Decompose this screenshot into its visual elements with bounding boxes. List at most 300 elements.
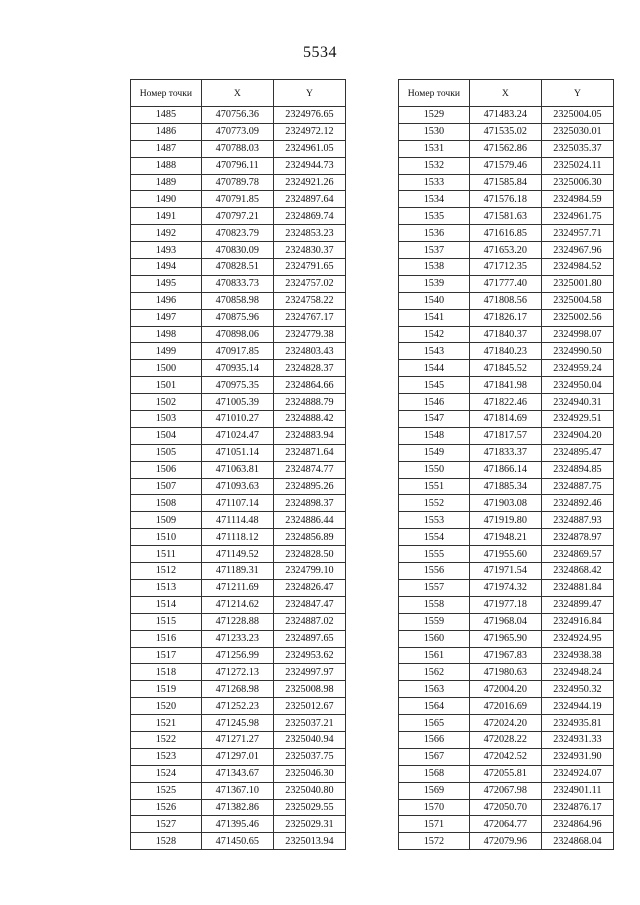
table-row: [131, 799, 346, 816]
y-coordinate-cell: 2324892.46: [541, 495, 613, 512]
table-row: [131, 613, 346, 630]
point-number-cell: 1510: [131, 529, 202, 546]
y-coordinate-cell: 2325008.98: [273, 681, 345, 698]
y-coordinate-cell: 2324897.65: [273, 630, 345, 647]
y-coordinate-cell: 2324757.02: [273, 275, 345, 292]
point-number-cell: 1535: [399, 208, 470, 225]
x-coordinate-cell: 470898.06: [201, 326, 273, 343]
x-coordinate-cell: 470789.78: [201, 174, 273, 191]
table-row: [399, 107, 614, 124]
point-number-cell: 1499: [131, 343, 202, 360]
point-number-cell: 1559: [399, 613, 470, 630]
table-row: [131, 816, 346, 833]
table-row: [131, 157, 346, 174]
x-coordinate-cell: 471576.18: [469, 191, 541, 208]
header-point-number: Номер точки: [131, 80, 202, 107]
x-coordinate-cell: 471252.23: [201, 698, 273, 715]
y-coordinate-cell: 2325040.94: [273, 731, 345, 748]
x-coordinate-cell: 471228.88: [201, 613, 273, 630]
point-number-cell: 1561: [399, 647, 470, 664]
point-number-cell: 1520: [131, 698, 202, 715]
y-coordinate-cell: 2324828.37: [273, 360, 345, 377]
x-coordinate-cell: 470823.79: [201, 225, 273, 242]
x-coordinate-cell: 471616.85: [469, 225, 541, 242]
y-coordinate-cell: 2324856.89: [273, 529, 345, 546]
x-coordinate-cell: 471483.24: [469, 107, 541, 124]
table-row: [399, 427, 614, 444]
x-coordinate-cell: 470858.98: [201, 292, 273, 309]
x-coordinate-cell: 471189.31: [201, 563, 273, 580]
point-number-cell: 1543: [399, 343, 470, 360]
table-row: [131, 664, 346, 681]
point-number-cell: 1505: [131, 444, 202, 461]
table-row: [131, 596, 346, 613]
point-number-cell: 1504: [131, 427, 202, 444]
y-coordinate-cell: 2324916.84: [541, 613, 613, 630]
x-coordinate-cell: 471822.46: [469, 394, 541, 411]
x-coordinate-cell: 471965.90: [469, 630, 541, 647]
x-coordinate-cell: 471211.69: [201, 579, 273, 596]
table-row: [131, 140, 346, 157]
y-coordinate-cell: 2325037.75: [273, 748, 345, 765]
table-row: [131, 208, 346, 225]
table-row: [131, 765, 346, 782]
y-coordinate-cell: 2325013.94: [273, 833, 345, 850]
y-coordinate-cell: 2324888.79: [273, 394, 345, 411]
y-coordinate-cell: 2324938.38: [541, 647, 613, 664]
point-number-cell: 1485: [131, 107, 202, 124]
x-coordinate-cell: 471450.65: [201, 833, 273, 850]
y-coordinate-cell: 2324869.74: [273, 208, 345, 225]
table-row: [399, 731, 614, 748]
point-number-cell: 1529: [399, 107, 470, 124]
y-coordinate-cell: 2324895.26: [273, 478, 345, 495]
point-number-cell: 1527: [131, 816, 202, 833]
table-row: [131, 275, 346, 292]
x-coordinate-cell: 471955.60: [469, 546, 541, 563]
x-coordinate-cell: 470791.85: [201, 191, 273, 208]
point-number-cell: 1495: [131, 275, 202, 292]
y-coordinate-cell: 2324950.04: [541, 377, 613, 394]
y-coordinate-cell: 2325037.21: [273, 715, 345, 732]
y-coordinate-cell: 2325002.56: [541, 309, 613, 326]
table-row: [399, 563, 614, 580]
table-row: [131, 377, 346, 394]
x-coordinate-cell: 472064.77: [469, 816, 541, 833]
point-number-cell: 1523: [131, 748, 202, 765]
point-number-cell: 1526: [131, 799, 202, 816]
table-row: [131, 107, 346, 124]
point-number-cell: 1496: [131, 292, 202, 309]
y-coordinate-cell: 2324899.47: [541, 596, 613, 613]
y-coordinate-cell: 2324883.94: [273, 427, 345, 444]
table-row: [399, 833, 614, 850]
x-coordinate-cell: 471841.98: [469, 377, 541, 394]
y-coordinate-cell: 2324957.71: [541, 225, 613, 242]
header-x: X: [469, 80, 541, 107]
x-coordinate-cell: 471343.67: [201, 765, 273, 782]
point-number-cell: 1506: [131, 461, 202, 478]
y-coordinate-cell: 2325001.80: [541, 275, 613, 292]
table-row: [399, 259, 614, 276]
table-row: [131, 360, 346, 377]
y-coordinate-cell: 2324972.12: [273, 123, 345, 140]
y-coordinate-cell: 2324895.47: [541, 444, 613, 461]
x-coordinate-cell: 471653.20: [469, 242, 541, 259]
table-row: [131, 174, 346, 191]
x-coordinate-cell: 471297.01: [201, 748, 273, 765]
y-coordinate-cell: 2324874.77: [273, 461, 345, 478]
header-y: Y: [541, 80, 613, 107]
table-row: [131, 123, 346, 140]
x-coordinate-cell: 471581.63: [469, 208, 541, 225]
table-row: [131, 731, 346, 748]
table-row: [399, 715, 614, 732]
y-coordinate-cell: 2324904.20: [541, 427, 613, 444]
y-coordinate-cell: 2324944.73: [273, 157, 345, 174]
y-coordinate-cell: 2324887.93: [541, 512, 613, 529]
point-number-cell: 1560: [399, 630, 470, 647]
point-number-cell: 1537: [399, 242, 470, 259]
x-coordinate-cell: 471063.81: [201, 461, 273, 478]
table-row: [131, 411, 346, 428]
table-row: [399, 698, 614, 715]
x-coordinate-cell: 471245.98: [201, 715, 273, 732]
x-coordinate-cell: 470917.85: [201, 343, 273, 360]
point-number-cell: 1566: [399, 731, 470, 748]
point-number-cell: 1490: [131, 191, 202, 208]
point-number-cell: 1551: [399, 478, 470, 495]
x-coordinate-cell: 471005.39: [201, 394, 273, 411]
table-row: [399, 478, 614, 495]
y-coordinate-cell: 2324948.24: [541, 664, 613, 681]
point-number-cell: 1489: [131, 174, 202, 191]
y-coordinate-cell: 2324898.37: [273, 495, 345, 512]
y-coordinate-cell: 2324944.19: [541, 698, 613, 715]
x-coordinate-cell: 471808.56: [469, 292, 541, 309]
table-row: [399, 596, 614, 613]
x-coordinate-cell: 471395.46: [201, 816, 273, 833]
y-coordinate-cell: 2324897.64: [273, 191, 345, 208]
point-number-cell: 1500: [131, 360, 202, 377]
point-number-cell: 1553: [399, 512, 470, 529]
y-coordinate-cell: 2324830.37: [273, 242, 345, 259]
point-number-cell: 1488: [131, 157, 202, 174]
point-number-cell: 1571: [399, 816, 470, 833]
coordinates-table-left: [130, 79, 346, 850]
y-coordinate-cell: 2324886.44: [273, 512, 345, 529]
x-coordinate-cell: 471948.21: [469, 529, 541, 546]
x-coordinate-cell: 472050.70: [469, 799, 541, 816]
x-coordinate-cell: 471268.98: [201, 681, 273, 698]
x-coordinate-cell: 472016.69: [469, 698, 541, 715]
y-coordinate-cell: 2324791.65: [273, 259, 345, 276]
x-coordinate-cell: 472079.96: [469, 833, 541, 850]
table-row: [399, 377, 614, 394]
point-number-cell: 1509: [131, 512, 202, 529]
point-number-cell: 1555: [399, 546, 470, 563]
point-number-cell: 1545: [399, 377, 470, 394]
table-row: [399, 191, 614, 208]
x-coordinate-cell: 471840.23: [469, 343, 541, 360]
y-coordinate-cell: 2324868.04: [541, 833, 613, 850]
x-coordinate-cell: 471367.10: [201, 782, 273, 799]
point-number-cell: 1507: [131, 478, 202, 495]
header-point-number: Номер точки: [399, 80, 470, 107]
x-coordinate-cell: 471885.34: [469, 478, 541, 495]
x-coordinate-cell: 471977.18: [469, 596, 541, 613]
y-coordinate-cell: 2325035.37: [541, 140, 613, 157]
table-row: [399, 664, 614, 681]
y-coordinate-cell: 2324888.42: [273, 411, 345, 428]
y-coordinate-cell: 2324997.97: [273, 664, 345, 681]
table-header-row: [399, 80, 614, 107]
y-coordinate-cell: 2324931.33: [541, 731, 613, 748]
table-row: [399, 140, 614, 157]
x-coordinate-cell: 471093.63: [201, 478, 273, 495]
point-number-cell: 1546: [399, 394, 470, 411]
point-number-cell: 1494: [131, 259, 202, 276]
point-number-cell: 1501: [131, 377, 202, 394]
x-coordinate-cell: 471919.80: [469, 512, 541, 529]
point-number-cell: 1556: [399, 563, 470, 580]
point-number-cell: 1491: [131, 208, 202, 225]
x-coordinate-cell: 470796.11: [201, 157, 273, 174]
x-coordinate-cell: 471024.47: [201, 427, 273, 444]
y-coordinate-cell: 2324868.42: [541, 563, 613, 580]
point-number-cell: 1502: [131, 394, 202, 411]
x-coordinate-cell: 471051.14: [201, 444, 273, 461]
x-coordinate-cell: 470756.36: [201, 107, 273, 124]
point-number-cell: 1528: [131, 833, 202, 850]
table-row: [131, 563, 346, 580]
x-coordinate-cell: 471826.17: [469, 309, 541, 326]
table-row: [131, 191, 346, 208]
table-row: [399, 546, 614, 563]
table-row: [131, 698, 346, 715]
table-row: [399, 782, 614, 799]
y-coordinate-cell: 2324984.52: [541, 259, 613, 276]
y-coordinate-cell: 2324990.50: [541, 343, 613, 360]
point-number-cell: 1572: [399, 833, 470, 850]
point-number-cell: 1547: [399, 411, 470, 428]
point-number-cell: 1492: [131, 225, 202, 242]
point-number-cell: 1544: [399, 360, 470, 377]
point-number-cell: 1570: [399, 799, 470, 816]
y-coordinate-cell: 2324967.96: [541, 242, 613, 259]
y-coordinate-cell: 2324869.57: [541, 546, 613, 563]
y-coordinate-cell: 2324828.50: [273, 546, 345, 563]
x-coordinate-cell: 471149.52: [201, 546, 273, 563]
point-number-cell: 1514: [131, 596, 202, 613]
point-number-cell: 1515: [131, 613, 202, 630]
point-number-cell: 1522: [131, 731, 202, 748]
point-number-cell: 1562: [399, 664, 470, 681]
y-coordinate-cell: 2324878.97: [541, 529, 613, 546]
point-number-cell: 1493: [131, 242, 202, 259]
y-coordinate-cell: 2324950.32: [541, 681, 613, 698]
table-row: [399, 444, 614, 461]
table-row: [399, 157, 614, 174]
y-coordinate-cell: 2324864.66: [273, 377, 345, 394]
y-coordinate-cell: 2325046.30: [273, 765, 345, 782]
point-number-cell: 1552: [399, 495, 470, 512]
x-coordinate-cell: 471866.14: [469, 461, 541, 478]
table-row: [131, 292, 346, 309]
y-coordinate-cell: 2324935.81: [541, 715, 613, 732]
table-row: [131, 647, 346, 664]
table-row: [131, 630, 346, 647]
point-number-cell: 1541: [399, 309, 470, 326]
table-row: [399, 326, 614, 343]
x-coordinate-cell: 471814.69: [469, 411, 541, 428]
point-number-cell: 1542: [399, 326, 470, 343]
x-coordinate-cell: 471118.12: [201, 529, 273, 546]
x-coordinate-cell: 471833.37: [469, 444, 541, 461]
table-row: [399, 613, 614, 630]
table-row: [399, 208, 614, 225]
y-coordinate-cell: 2324924.07: [541, 765, 613, 782]
y-coordinate-cell: 2324976.65: [273, 107, 345, 124]
table-row: [131, 427, 346, 444]
table-row: [399, 681, 614, 698]
y-coordinate-cell: 2324847.47: [273, 596, 345, 613]
x-coordinate-cell: 472055.81: [469, 765, 541, 782]
x-coordinate-cell: 471010.27: [201, 411, 273, 428]
x-coordinate-cell: 471272.13: [201, 664, 273, 681]
point-number-cell: 1550: [399, 461, 470, 478]
y-coordinate-cell: 2325024.11: [541, 157, 613, 174]
table-row: [131, 512, 346, 529]
table-row: [399, 394, 614, 411]
x-coordinate-cell: 471968.04: [469, 613, 541, 630]
y-coordinate-cell: 2324803.43: [273, 343, 345, 360]
x-coordinate-cell: 470833.73: [201, 275, 273, 292]
x-coordinate-cell: 471980.63: [469, 664, 541, 681]
table-row: [399, 225, 614, 242]
point-number-cell: 1568: [399, 765, 470, 782]
header-x: X: [201, 80, 273, 107]
point-number-cell: 1539: [399, 275, 470, 292]
x-coordinate-cell: 471712.35: [469, 259, 541, 276]
y-coordinate-cell: 2324901.11: [541, 782, 613, 799]
table-row: [399, 579, 614, 596]
x-coordinate-cell: 471562.86: [469, 140, 541, 157]
table-row: [399, 512, 614, 529]
point-number-cell: 1525: [131, 782, 202, 799]
x-coordinate-cell: 471271.27: [201, 731, 273, 748]
table-row: [399, 461, 614, 478]
x-coordinate-cell: 470773.09: [201, 123, 273, 140]
point-number-cell: 1564: [399, 698, 470, 715]
x-coordinate-cell: 471967.83: [469, 647, 541, 664]
point-number-cell: 1536: [399, 225, 470, 242]
table-row: [131, 259, 346, 276]
table-row: [131, 833, 346, 850]
y-coordinate-cell: 2324799.10: [273, 563, 345, 580]
point-number-cell: 1531: [399, 140, 470, 157]
point-number-cell: 1486: [131, 123, 202, 140]
point-number-cell: 1503: [131, 411, 202, 428]
table-row: [399, 495, 614, 512]
y-coordinate-cell: 2324826.47: [273, 579, 345, 596]
x-coordinate-cell: 470935.14: [201, 360, 273, 377]
y-coordinate-cell: 2324961.75: [541, 208, 613, 225]
y-coordinate-cell: 2324921.26: [273, 174, 345, 191]
x-coordinate-cell: 471256.99: [201, 647, 273, 664]
table-row: [399, 411, 614, 428]
point-number-cell: 1517: [131, 647, 202, 664]
table-row: [399, 292, 614, 309]
x-coordinate-cell: 471114.48: [201, 512, 273, 529]
point-number-cell: 1497: [131, 309, 202, 326]
point-number-cell: 1558: [399, 596, 470, 613]
y-coordinate-cell: 2324931.90: [541, 748, 613, 765]
table-row: [131, 478, 346, 495]
y-coordinate-cell: 2324887.75: [541, 478, 613, 495]
x-coordinate-cell: 472004.20: [469, 681, 541, 698]
y-coordinate-cell: 2324758.22: [273, 292, 345, 309]
point-number-cell: 1533: [399, 174, 470, 191]
x-coordinate-cell: 470875.96: [201, 309, 273, 326]
table-row: [131, 343, 346, 360]
point-number-cell: 1524: [131, 765, 202, 782]
table-row: [131, 529, 346, 546]
table-row: [131, 681, 346, 698]
table-row: [399, 799, 614, 816]
y-coordinate-cell: 2324894.85: [541, 461, 613, 478]
y-coordinate-cell: 2324998.07: [541, 326, 613, 343]
y-coordinate-cell: 2324929.51: [541, 411, 613, 428]
point-number-cell: 1516: [131, 630, 202, 647]
x-coordinate-cell: 470830.09: [201, 242, 273, 259]
y-coordinate-cell: 2324876.17: [541, 799, 613, 816]
point-number-cell: 1563: [399, 681, 470, 698]
table-row: [399, 174, 614, 191]
point-number-cell: 1567: [399, 748, 470, 765]
y-coordinate-cell: 2324864.96: [541, 816, 613, 833]
table-row: [131, 715, 346, 732]
header-y: Y: [273, 80, 345, 107]
table-row: [131, 444, 346, 461]
x-coordinate-cell: 472067.98: [469, 782, 541, 799]
table-row: [131, 495, 346, 512]
x-coordinate-cell: 471974.32: [469, 579, 541, 596]
point-number-cell: 1557: [399, 579, 470, 596]
point-number-cell: 1532: [399, 157, 470, 174]
x-coordinate-cell: 472024.20: [469, 715, 541, 732]
table-row: [399, 123, 614, 140]
point-number-cell: 1538: [399, 259, 470, 276]
table-row: [399, 242, 614, 259]
table-row: [399, 765, 614, 782]
table-row: [131, 748, 346, 765]
table-row: [399, 816, 614, 833]
y-coordinate-cell: 2325012.67: [273, 698, 345, 715]
x-coordinate-cell: 471971.54: [469, 563, 541, 580]
point-number-cell: 1549: [399, 444, 470, 461]
y-coordinate-cell: 2324953.62: [273, 647, 345, 664]
y-coordinate-cell: 2324871.64: [273, 444, 345, 461]
y-coordinate-cell: 2324881.84: [541, 579, 613, 596]
x-coordinate-cell: 470828.51: [201, 259, 273, 276]
point-number-cell: 1508: [131, 495, 202, 512]
x-coordinate-cell: 471840.37: [469, 326, 541, 343]
y-coordinate-cell: 2325029.55: [273, 799, 345, 816]
point-number-cell: 1540: [399, 292, 470, 309]
y-coordinate-cell: 2324984.59: [541, 191, 613, 208]
table-row: [399, 343, 614, 360]
